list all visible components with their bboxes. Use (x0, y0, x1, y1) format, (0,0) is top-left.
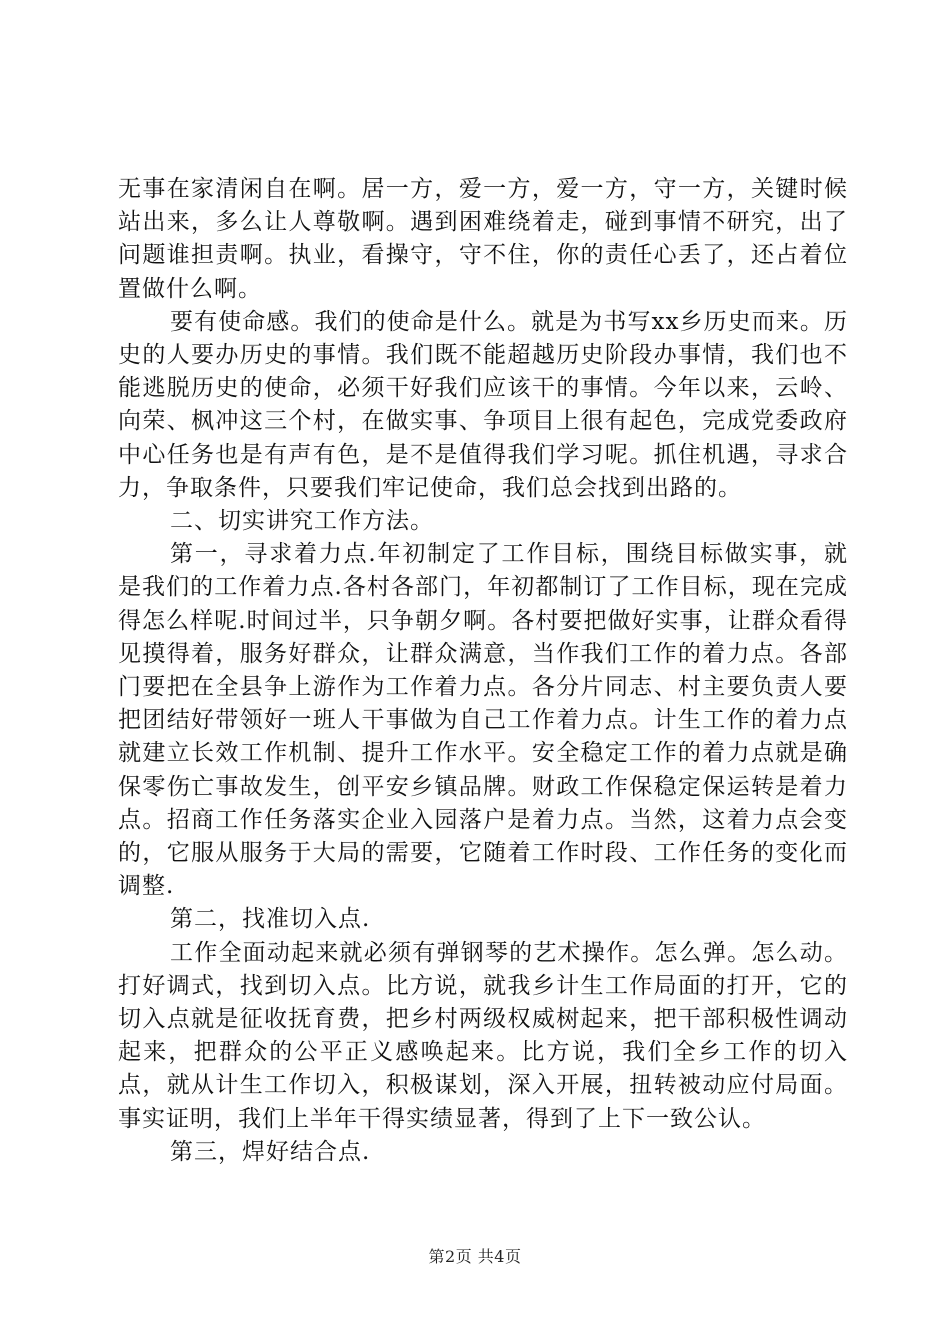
paragraph-mission: 要有使命感。我们的使命是什么。就是为书写xx乡历史而来。历史的人要办历史的事情。我们既不能超越历史阶段办事情，我们也不能逃脱历史的使命，必须干好我们应该干的事情。今年以来，云岭、向荣、枫冲这三个村，在做实事、争项目上很有起色，完成党委政府中心任务也是有声有色，是不是值得我们学习呢。抓住机遇，寻求合力，争取条件，只要我们牢记使命，我们总会找到出路的。 (118, 308, 848, 501)
paragraph-focus-point: 第一，寻求着力点.年初制定了工作目标，围绕目标做实事，就是我们的工作着力点.各村各部门，年初都制订了工作目标，现在完成得怎么样呢.时间过半，只争朝夕啊。各村要把做好实事，让群众看得见摸得着，服务好群众，让群众满意，当作我们工作的着力点。各部门要把在全县争上游作为工作着力点。各分片同志、村主要负责人要把团结好带领好一班人干事做为自己工作着力点。计生工作的着力点就建立长效工作机制、提升工作水平。安全稳定工作的着力点就是确保零伤亡事故发生，创平安乡镇品牌。财政工作保稳定保运转是着力点。招商工作任务落实企业入园落户是着力点。当然，这着力点会变的，它服从服务于大局的需要，它随着工作时段、工作任务的变化而调整. (118, 541, 848, 900)
subheading-combination-point: 第三，焊好结合点. (170, 1138, 371, 1165)
section-heading-work-methods: 二、切实讲究工作方法。 (170, 508, 434, 535)
page-number-footer: 第2页 共4页 (428, 1247, 522, 1266)
paragraph-entry-point: 工作全面动起来就必须有弹钢琴的艺术操作。怎么弹。怎么动。打好调式，找到切入点。比方说，就我乡计生工作局面的打开，它的切入点就是征收抚育费，把乡村两级权威树起来，把干部积极性调动起来，把群众的公平正义感唤起来。比方说，我们全乡工作的切入点，就从计生工作切入，积极谋划，深入开展，扭转被动应付局面。事实证明，我们上半年干得实绩显著，得到了上下一致公认。 (118, 939, 848, 1132)
paragraph-responsibility-continued: 无事在家清闲自在啊。居一方，爱一方，爱一方，守一方，关键时候站出来，多么让人尊敬啊。遇到困难绕着走，碰到事情不研究，出了问题谁担责啊。执业，看操守，守不住，你的责任心丢了，还占着位置做什么啊。 (118, 176, 848, 302)
document-body (118, 173, 848, 1169)
subheading-entry-point: 第二，找准切入点. (170, 906, 371, 933)
